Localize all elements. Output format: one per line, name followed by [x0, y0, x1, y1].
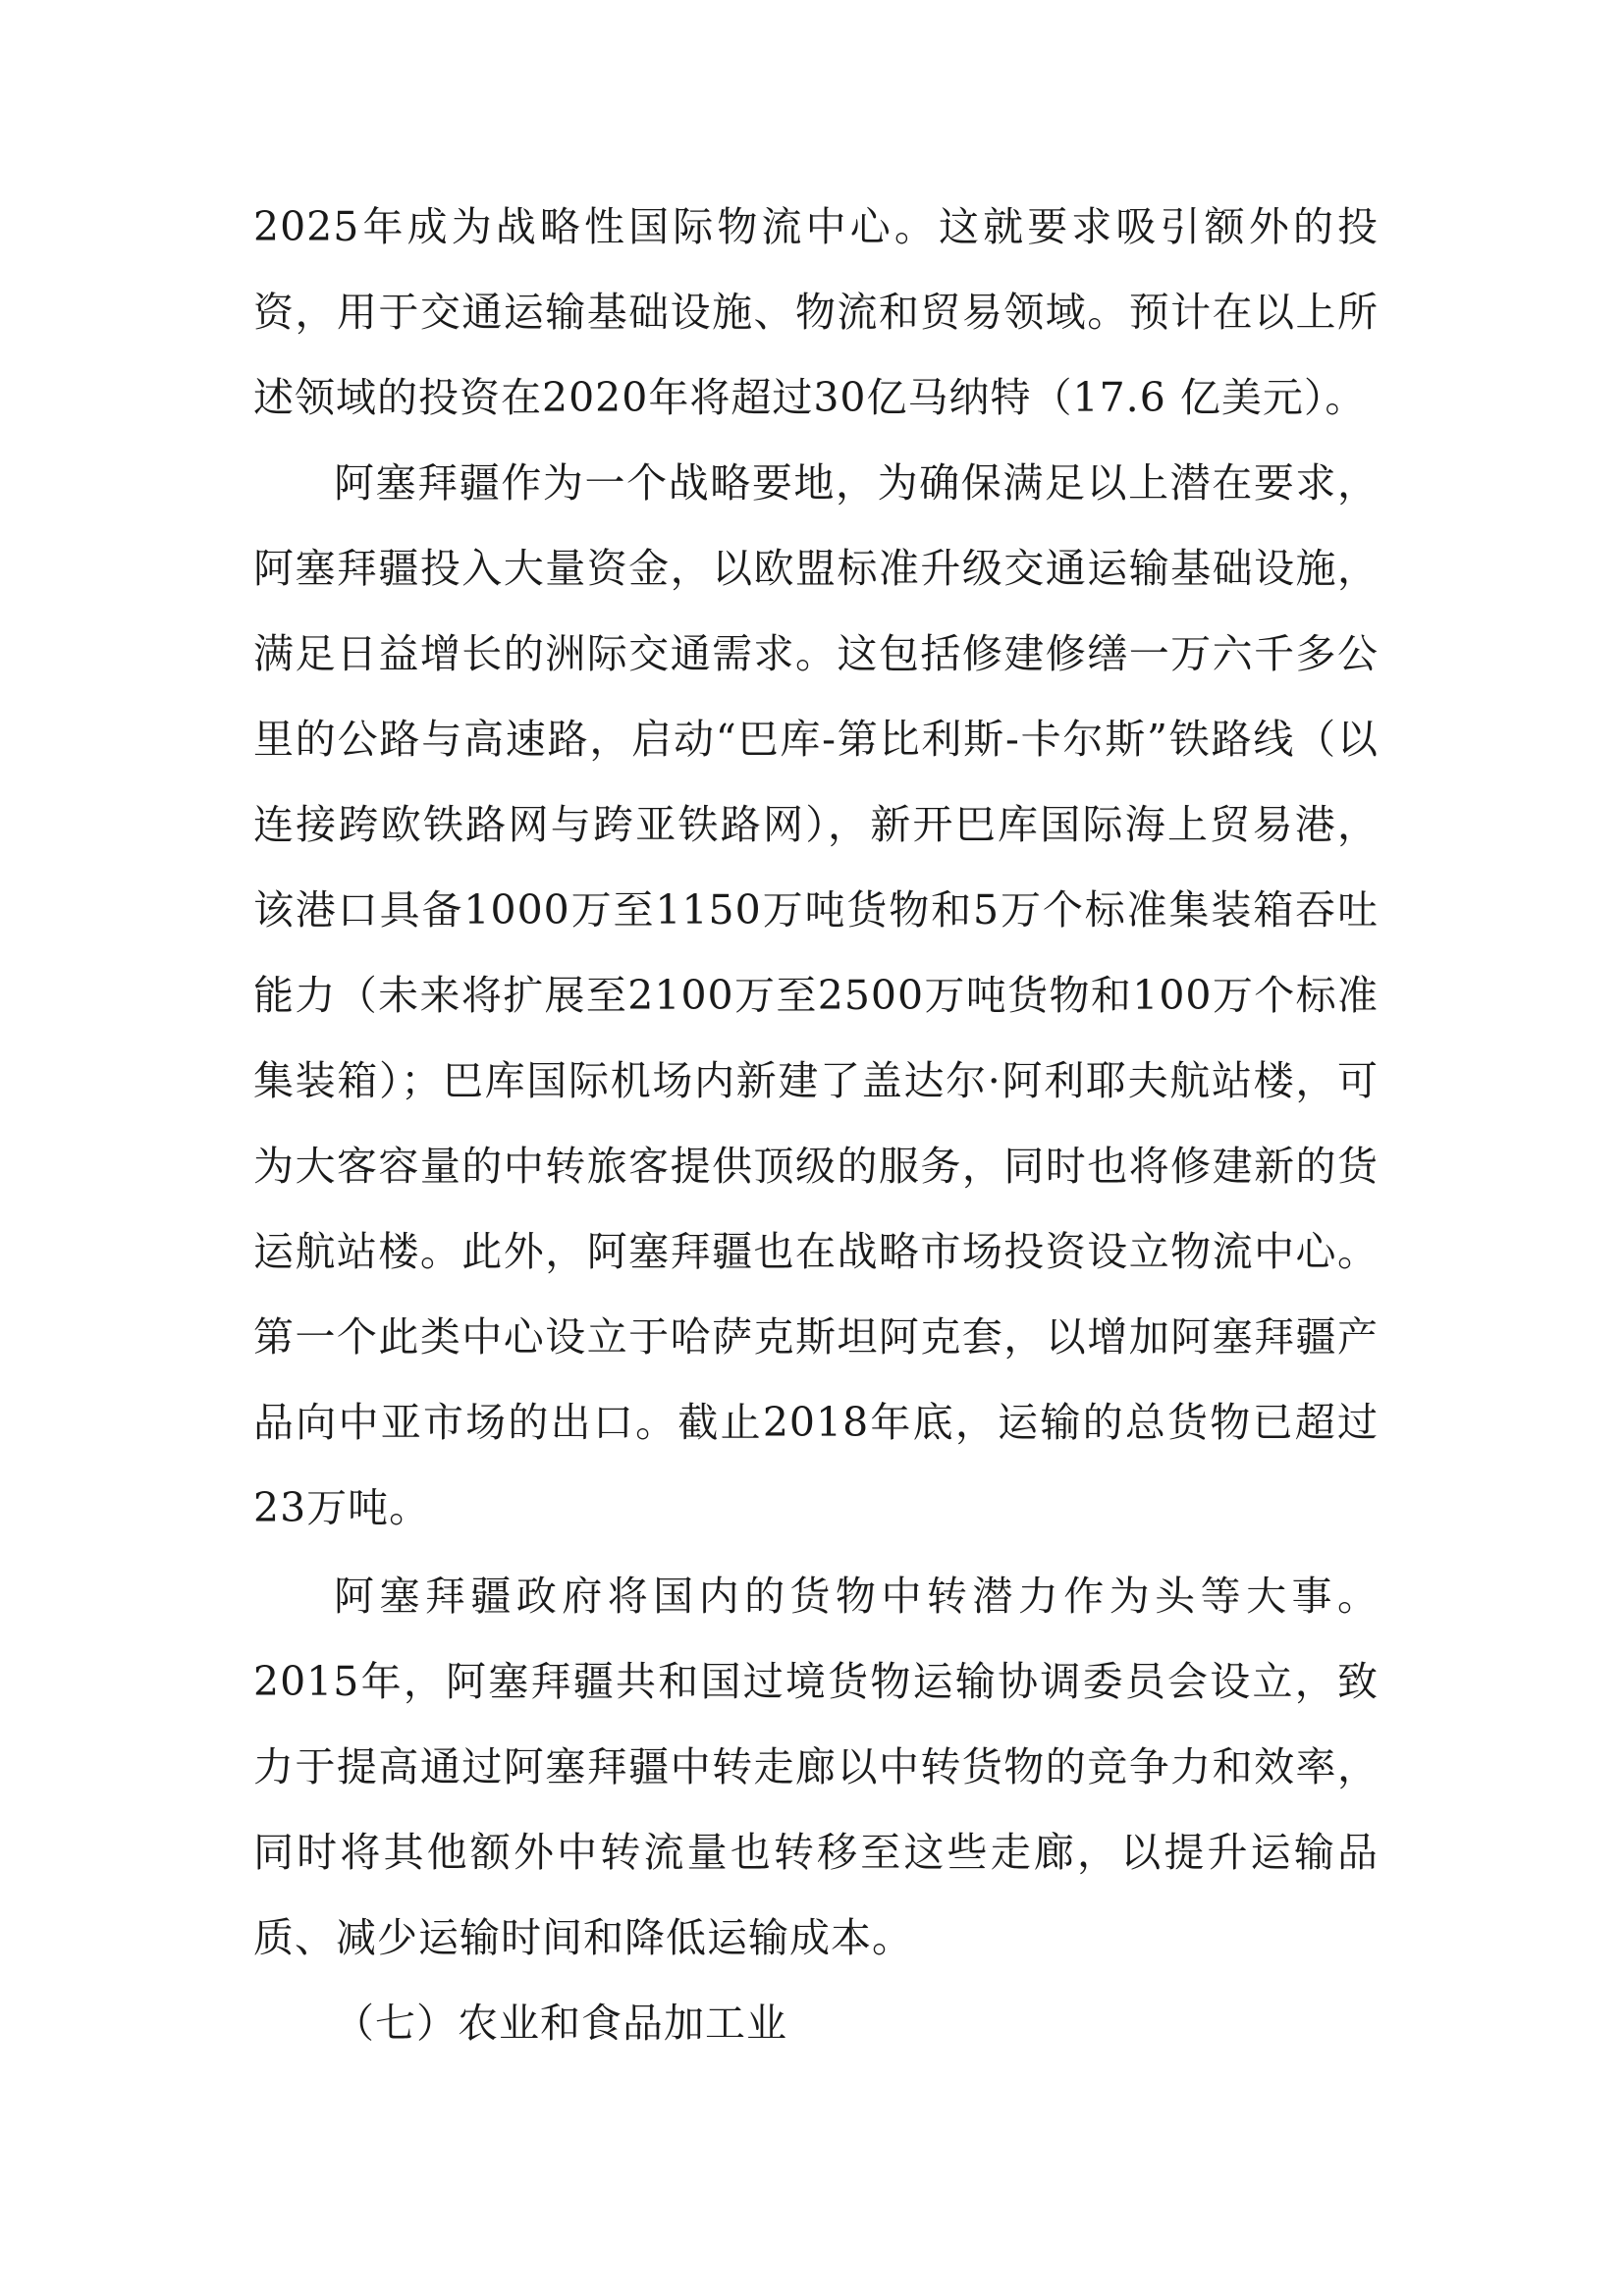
- paragraph-3: 阿塞拜疆政府将国内的货物中转潜力作为头等大事。2015年，阿塞拜疆共和国过境货物运输协调委员会设立，致力于提高通过阿塞拜疆中转走廊以中转货物的竞争力和效率，同时将其他额外中转流量也转移至这些走廊，以提升运输品质、减少运输时间和降低运输成本。: [253, 1573, 1379, 1961]
- section-heading: （七）农业和食品加工业: [334, 2000, 787, 2047]
- paragraph-1: 2025年成为战略性国际物流中心。这就要求吸引额外的投资，用于交通运输基础设施、物流和贸易领域。预计在以上所述领域的投资在2020年将超过30亿马纳特（17.6 亿美元）。: [253, 203, 1379, 421]
- paragraph-2: 阿塞拜疆作为一个战略要地，为确保满足以上潜在要求，阿塞拜疆投入大量资金，以欧盟标准升级交通运输基础设施，满足日益增长的洲际交通需求。这包括修建修缮一万六千多公里的公路与高速路，启动“巴库-第比利斯-卡尔斯”铁路线（以连接跨欧铁路网与跨亚铁路网），新开巴库国际海上贸易港，该港口具备1000万至1150万吨货物和5万个标准集装箱吞吐能力（未来将扩展至2100万至2500万吨货物和100万个标准集装箱）；巴库国际机场内新建了盖达尔·阿利耶夫航站楼，可为大客容量的中转旅客提供顶级的服务，同时也将修建新的货运航站楼。此外，阿塞拜疆也在战略市场投资设立物流中心。第一个此类中心设立于哈萨克斯坦阿克套，以增加阿塞拜疆产品向中亚市场的出口。截止2018年底，运输的总货物已超过23万吨。: [253, 459, 1379, 1531]
- paragraph-2-block: [253, 441, 1379, 1551]
- paragraph-3-block: [253, 1554, 1379, 1981]
- paragraph-1-block: [253, 185, 1379, 441]
